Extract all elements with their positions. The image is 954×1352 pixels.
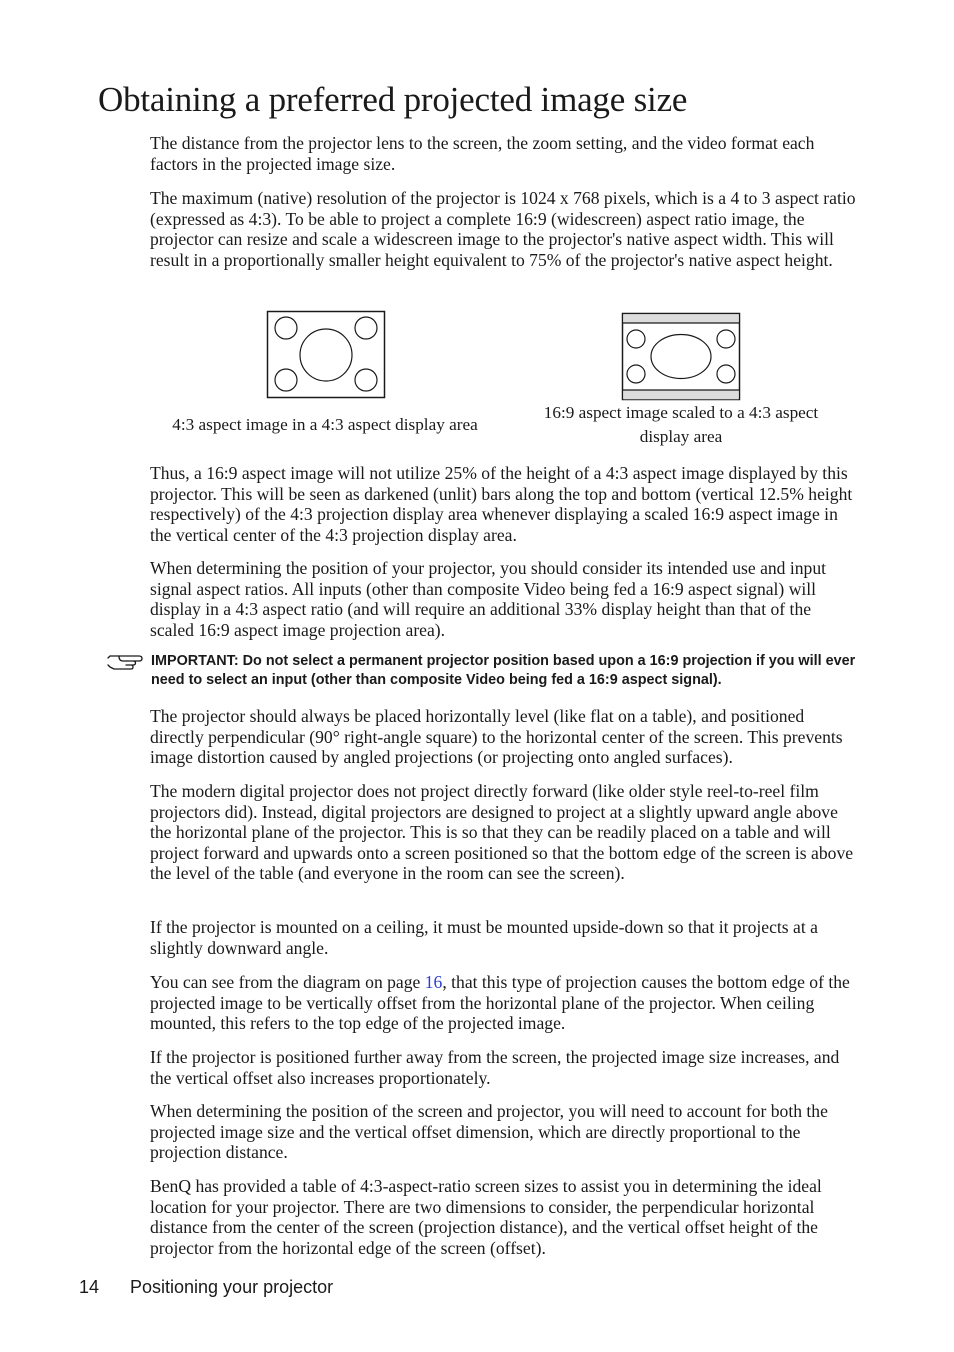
distance-offset-paragraph: If the projector is positioned further away from the screen, the projected image size increases, and the vertical offset also increases proportionately. — [150, 1047, 840, 1088]
section-name: Positioning your projector — [130, 1277, 334, 1297]
upward-angle-paragraph: The modern digital projector does not project directly forward (like older style reel-to-reel film projectors did). Instead, digital projectors are designed to project at a slightly upward angle above the horizontal plane of the projector. This is so that they can be readily placed on a table and will project forward and upwards onto a screen positioned so that the bottom edge of the screen is above the level of the table (and everyone in the room can see the screen). — [150, 781, 854, 883]
page-16-link[interactable]: 16 — [424, 972, 443, 992]
diagram-reference-text-start: You can see from the diagram on page — [150, 972, 425, 992]
figure-caption-left: 4:3 aspect image in a 4:3 aspect display area — [172, 415, 478, 434]
page-title: Obtaining a preferred projected image size — [98, 80, 688, 119]
ceiling-mount-paragraph: If the projector is mounted on a ceiling, it must be mounted upside-down so that it projects at a slightly downward angle. — [150, 917, 818, 958]
figure-4-3-in-4-3 — [266, 310, 386, 405]
screen-projector-position-paragraph: When determining the position of the screen and projector, you will need to account for both the projected image size and the vertical offset dimension, which are directly proportional to the projection distance. — [150, 1101, 828, 1162]
page-number: 14 — [79, 1277, 100, 1297]
level-placement-paragraph: The projector should always be placed horizontally level (like flat on a table), and positioned directly perpendicular (90° right-angle square) to the horizontal center of the screen. This prevents image distortion caused by angled projections (or projecting onto angled surfaces). — [150, 706, 843, 767]
figure-16-9-in-4-3 — [621, 312, 741, 407]
page-footer — [79, 1277, 333, 1298]
pointing-hand-icon — [106, 652, 146, 677]
diagram-reference-text-end: , that this type of projection causes the bottom edge of the projected image to be vertically offset from the horizontal plane of the projector. When ceiling mounted, this refers to the top edge of the projected image. — [150, 972, 850, 1033]
unused-height-paragraph: Thus, a 16:9 aspect image will not utilize 25% of the height of a 4:3 aspect image displayed by this projector. This will be seen as darkened (unlit) bars along the top and bottom (vertical 12.5% height respectively) of the 4:3 projection display area whenever displaying a scaled 16:9 aspect image in the vertical center of the 4:3 projection display area. — [150, 463, 853, 545]
intro-paragraph: The distance from the projector lens to the screen, the zoom setting, and the video format each factors in the projected image size. — [150, 133, 815, 174]
resolution-paragraph: The maximum (native) resolution of the projector is 1024 x 768 pixels, which is a 4 to 3 aspect ratio (expressed as 4:3). To be able to project a complete 16:9 (widescreen) aspect ratio image, the projector can resize and scale a widescreen image to the projector's native aspect width. This will result in a proportionally smaller height equivalent to 75% of the projector's native aspect height. — [150, 188, 856, 270]
important-note: IMPORTANT: Do not select a permanent projector position based upon a 16:9 projection if you will ever need to select an input (other than composite Video being fed a 16:9 aspect signal). — [151, 653, 856, 688]
diagram-reference-paragraph — [150, 972, 856, 1034]
figure-caption-right: 16:9 aspect image scaled to a 4:3 aspect display area — [543, 403, 819, 446]
screen-size-table-paragraph: BenQ has provided a table of 4:3-aspect-ratio screen sizes to assist you in determining the ideal location for your projector. There are two dimensions to consider, the perpendicular horizontal distance from the center of the screen (projection distance), and the vertical offset height of the projector from the horizontal edge of the screen (offset). — [150, 1176, 822, 1258]
position-aspect-paragraph: When determining the position of your projector, you should consider its intended use and input signal aspect ratios. All inputs (other than composite Video being fed a 16:9 aspect signal) will display in a 4:3 aspect ratio (and will require an additional 33% display height than that of the scaled 16:9 aspect image projection area). — [150, 558, 827, 640]
